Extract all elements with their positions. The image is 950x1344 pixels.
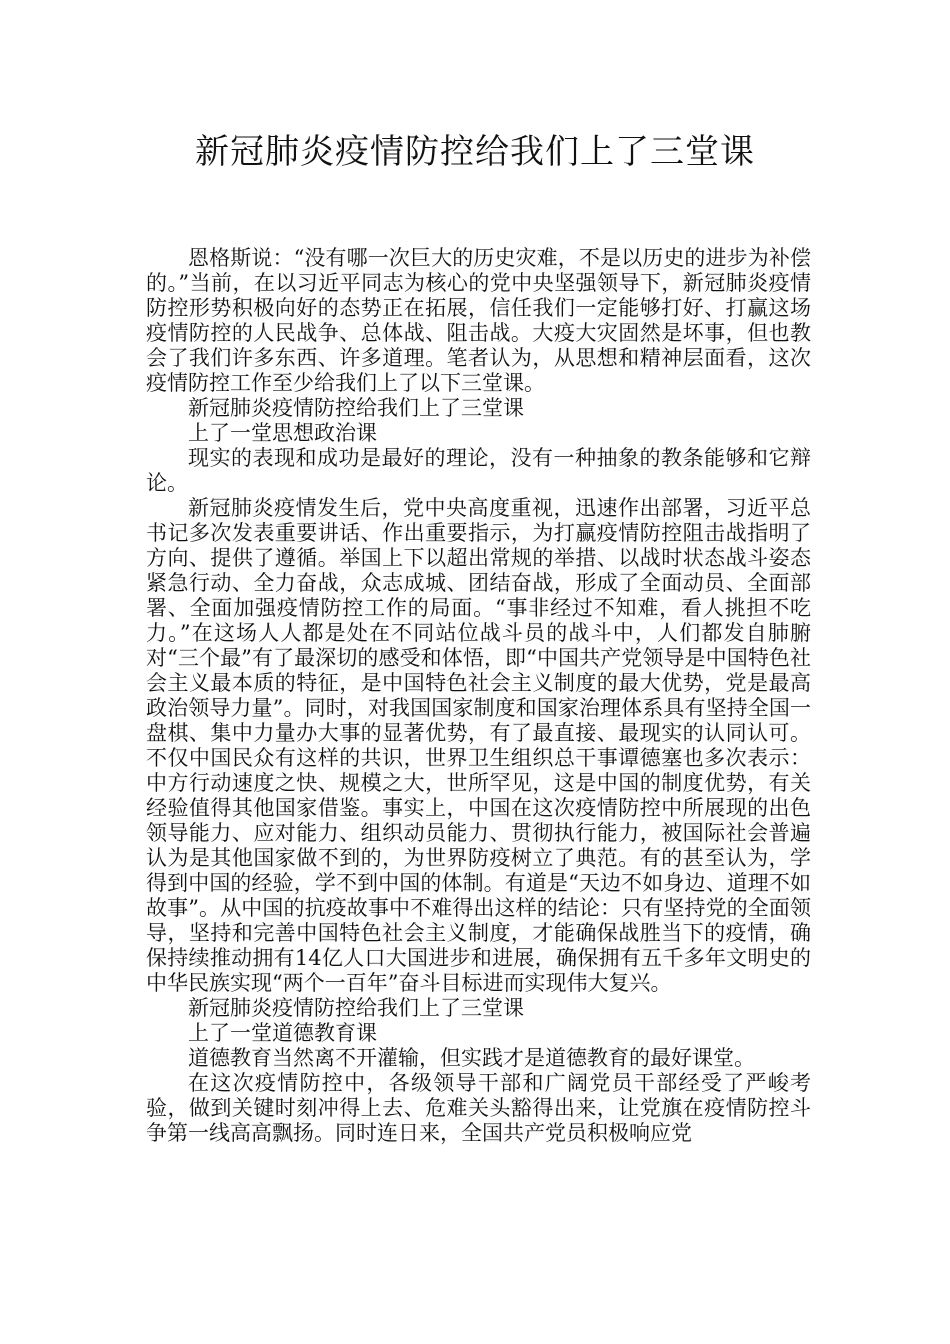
paragraph-intro: 恩格斯说：“没有哪一次巨大的历史灾难，不是以历史的进步为补偿的。”当前，在以习近平同志为核心的党中央坚强领导下，新冠肺炎疫情防控形势积极向好的态势正在拓展，信任我们一定能够打好、打赢这场疫情防控的人民战争、总体战、阻击战。大疫大灾固然是坏事，但也教会了我们许多东西、许多道理。笔者认为，从思想和精神层面看，这次疫情防控工作至少给我们上了以下三堂课。	[146, 246, 811, 395]
paragraph-moral-body: 在这次疫情防控中，各级领导干部和广阔党员干部经受了严峻考验，做到关键时刻冲得上去、危难关头豁得出来，让党旗在疫情防控斗争第一线高高飘扬。同时连日来，全国共产党员积极响应党	[146, 1071, 811, 1145]
document-title: 新冠肺炎疫情防控给我们上了三堂课	[195, 132, 755, 172]
paragraph-political-body: 新冠肺炎疫情发生后，党中央高度重视，迅速作出部署，习近平总书记多次发表重要讲话、作出重要指示，为打赢疫情防控阻击战指明了方向、提供了遵循。举国上下以超出常规的举措、以战时状态战斗姿态紧急行动、全力奋战，众志成城、团结奋战，形成了全面动员、全面部署、全面加强疫情防控工作的局面。“事非经过不知难，看人挑担不吃力。”在这场人人都是处在不同站位战斗员的战斗中，人们都发自肺腑对“三个最”有了最深切的感受和体悟，即“中国共产党领导是中国特色社会主义最本质的特征，是中国特色社会主义制度的最大优势，党是最高政治领导力量”。同时，对我国国家制度和国家治理体系具有坚持全国一盘棋、集中力量办大事的显著优势，有了最直接、最现实的认同认可。不仅中国民众有这样的共识，世界卫生组织总干事谭德塞也多次表示：中方行动速度之快、规模之大，世所罕见，这是中国的制度优势，有关经验值得其他国家借鉴。事实上，中国在这次疫情防控中所展现的出色领导能力、应对能力、组织动员能力、贯彻执行能力，被国际社会普遍认为是其他国家做不到的，为世界防疫树立了典范。有的甚至认为，学得到中国的经验，学不到中国的体制。有道是“天边不如身边、道理不如故事”。从中国的抗疫故事中不难得出这样的结论：只有坚持党的全面领导，坚持和完善中国特色社会主义制度，才能确保战胜当下的疫情，确保持续推动拥有14亿人口大国进步和进展，确保拥有五千多年文明史的中华民族实现“两个一百年”奋斗目标进而实现伟大复兴。	[146, 496, 811, 995]
section-heading-political: 上了一堂思想政治课	[188, 421, 377, 445]
document-body	[146, 246, 811, 1146]
section-heading-moral: 上了一堂道德教育课	[188, 1021, 377, 1045]
paragraph-repeated-title: 新冠肺炎疫情防控给我们上了三堂课	[188, 396, 524, 420]
paragraph-repeated-title: 新冠肺炎疫情防控给我们上了三堂课	[188, 996, 524, 1020]
paragraph-quote: 现实的表现和成功是最好的理论，没有一种抽象的教条能够和它辩论。	[146, 446, 811, 495]
paragraph-moral-lead: 道德教育当然离不开灌输，但实践才是道德教育的最好课堂。	[188, 1046, 755, 1070]
